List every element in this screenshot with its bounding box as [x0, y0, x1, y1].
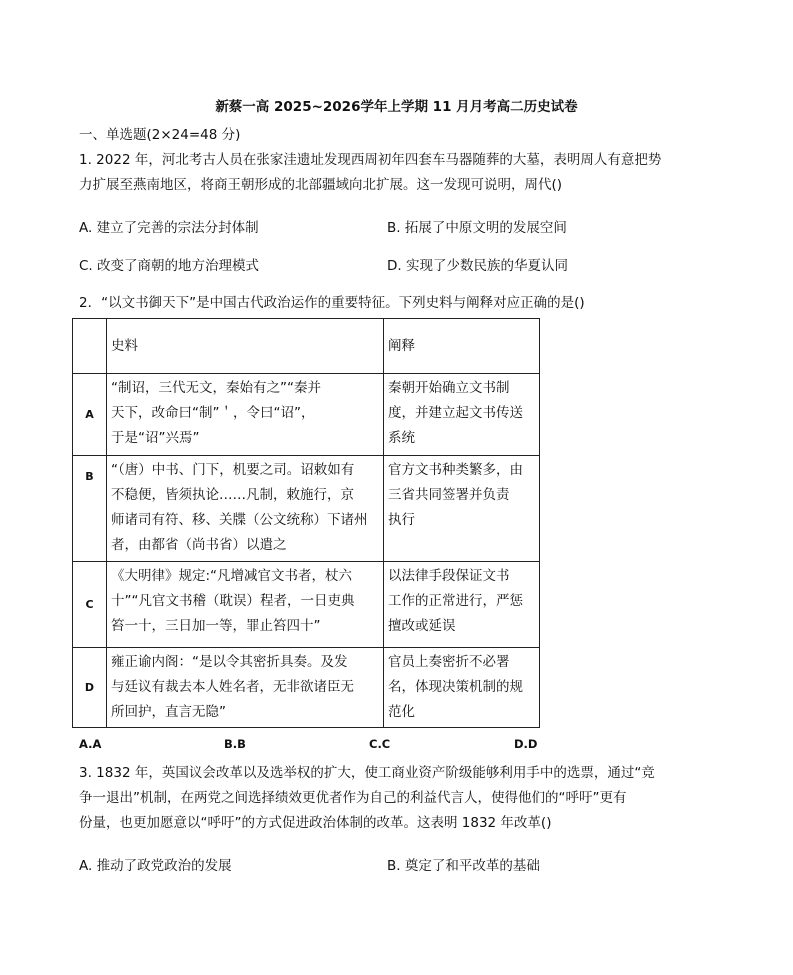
question-3-stem-line-1: 3. 1832 年，英国议会改革以及选举权的扩大，使工商业资产阶级能够利用手中的选票，通过“竞 [79, 765, 655, 781]
question-2-answer-a: A.A [79, 737, 102, 751]
question-1-option-b: B. 拓展了中原文明的发展空间 [387, 220, 567, 236]
table-row [73, 456, 540, 562]
table-row [73, 562, 540, 648]
table-header-row [73, 319, 540, 374]
source-line: 于是“诏”兴焉” [111, 430, 200, 446]
question-3-stem-line-3: 份量，也更加愿意以“呼吁”的方式促进政治体制的改革。这表明 1832 年改革() [79, 815, 552, 831]
row-label: D [73, 648, 107, 728]
explain-cell [384, 456, 540, 562]
question-2-stem: 2．“以文书御天下”是中国古代政治运作的重要特征。下列史料与阐释对应正确的是() [79, 295, 585, 311]
explain-line: 三省共同签署并负责 [388, 487, 510, 503]
source-cell [107, 374, 384, 456]
explain-line: 擅改或延误 [388, 618, 456, 634]
table-row [73, 648, 540, 728]
source-line: 师诸司有符、移、关牒（公文统称）下诸州 [111, 512, 368, 528]
source-table [72, 318, 540, 728]
explain-line: 名，体现决策机制的规 [388, 679, 523, 695]
source-line: 十”“凡官文书稽（耽误）程者，一日吏典 [111, 593, 355, 609]
source-line: 所回护，直言无隐” [111, 704, 226, 720]
source-cell [107, 456, 384, 562]
question-1-stem-line-1: 1. 2022 年，河北考古人员在张家洼遗址发现西周初年四套车马器随葬的大墓，表明周人有意把势 [79, 152, 662, 168]
source-line: 者，由都省（尚书省）以遣之 [111, 537, 287, 553]
header-label-cell [73, 319, 107, 374]
explain-line: 执行 [388, 512, 415, 528]
source-line: 不稳便，皆须执论……凡制，敕施行，京 [111, 487, 354, 503]
question-1-stem-line-2: 力扩展至燕南地区，将商王朝形成的北部疆域向北扩展。这一发现可说明，周代() [79, 177, 563, 193]
explain-line: 以法律手段保证文书 [388, 568, 510, 584]
row-label: B [73, 456, 107, 562]
source-line: 《大明律》规定:“凡增减官文书者，杖六 [111, 568, 353, 584]
explain-cell [384, 374, 540, 456]
question-3-option-b: B. 奠定了和平改革的基础 [387, 858, 540, 874]
question-1-option-a: A. 建立了完善的宗法分封体制 [79, 220, 259, 236]
question-2-answer-c: C.C [369, 737, 391, 751]
explain-cell [384, 562, 540, 648]
question-3-stem [79, 761, 655, 836]
header-source-cell: 史料 [107, 319, 384, 374]
source-cell [107, 648, 384, 728]
explain-line: 工作的正常进行，严惩 [388, 593, 523, 609]
explain-line: 范化 [388, 704, 415, 720]
source-line: “制诏，三代无文，秦始有之”“秦并 [111, 380, 321, 396]
header-explain-cell: 阐释 [384, 319, 540, 374]
exam-title: 新蔡一高 2025~2026学年上学期 11 月月考高二历史试卷 [215, 99, 578, 115]
explain-line: 系统 [388, 430, 415, 446]
source-line: 笞一十，三日加一等，罪止笞四十” [111, 618, 321, 634]
source-line: 雍正谕内阁：“是以令其密折具奏。及发 [111, 654, 348, 670]
section-heading: 一、单选题(2×24=48 分) [79, 127, 241, 143]
question-1-option-c: C. 改变了商朝的地方治理模式 [79, 258, 260, 274]
question-2-answer-d: D.D [514, 737, 538, 751]
row-label: C [73, 562, 107, 648]
source-line: 天下，改命曰“制”＇，令曰“诏”， [111, 405, 315, 421]
row-label: A [73, 374, 107, 456]
explain-line: 秦朝开始确立文书制 [388, 380, 510, 396]
explain-line: 官方文书种类繁多，由 [388, 462, 523, 478]
explain-cell [384, 648, 540, 728]
table-row [73, 374, 540, 456]
source-line: “（唐）中书、门下，机要之司。诏敕如有 [111, 462, 355, 478]
explain-line: 度，并建立起文书传送 [388, 405, 523, 421]
source-cell [107, 562, 384, 648]
question-3-stem-line-2: 争一退出”机制，在两党之间选择绩效更优者作为自己的利益代言人，使得他们的“呼吁”更有 [79, 790, 627, 806]
explain-line: 官员上奏密折不必署 [388, 654, 510, 670]
source-line: 与廷议有裁去本人姓名者，无非欲诸臣无 [111, 679, 354, 695]
question-3-option-a: A. 推动了政党政治的发展 [79, 858, 232, 874]
question-1-option-d: D. 实现了少数民族的华夏认同 [387, 258, 568, 274]
question-1-stem [79, 148, 661, 198]
question-2-answer-b: B.B [224, 737, 246, 751]
